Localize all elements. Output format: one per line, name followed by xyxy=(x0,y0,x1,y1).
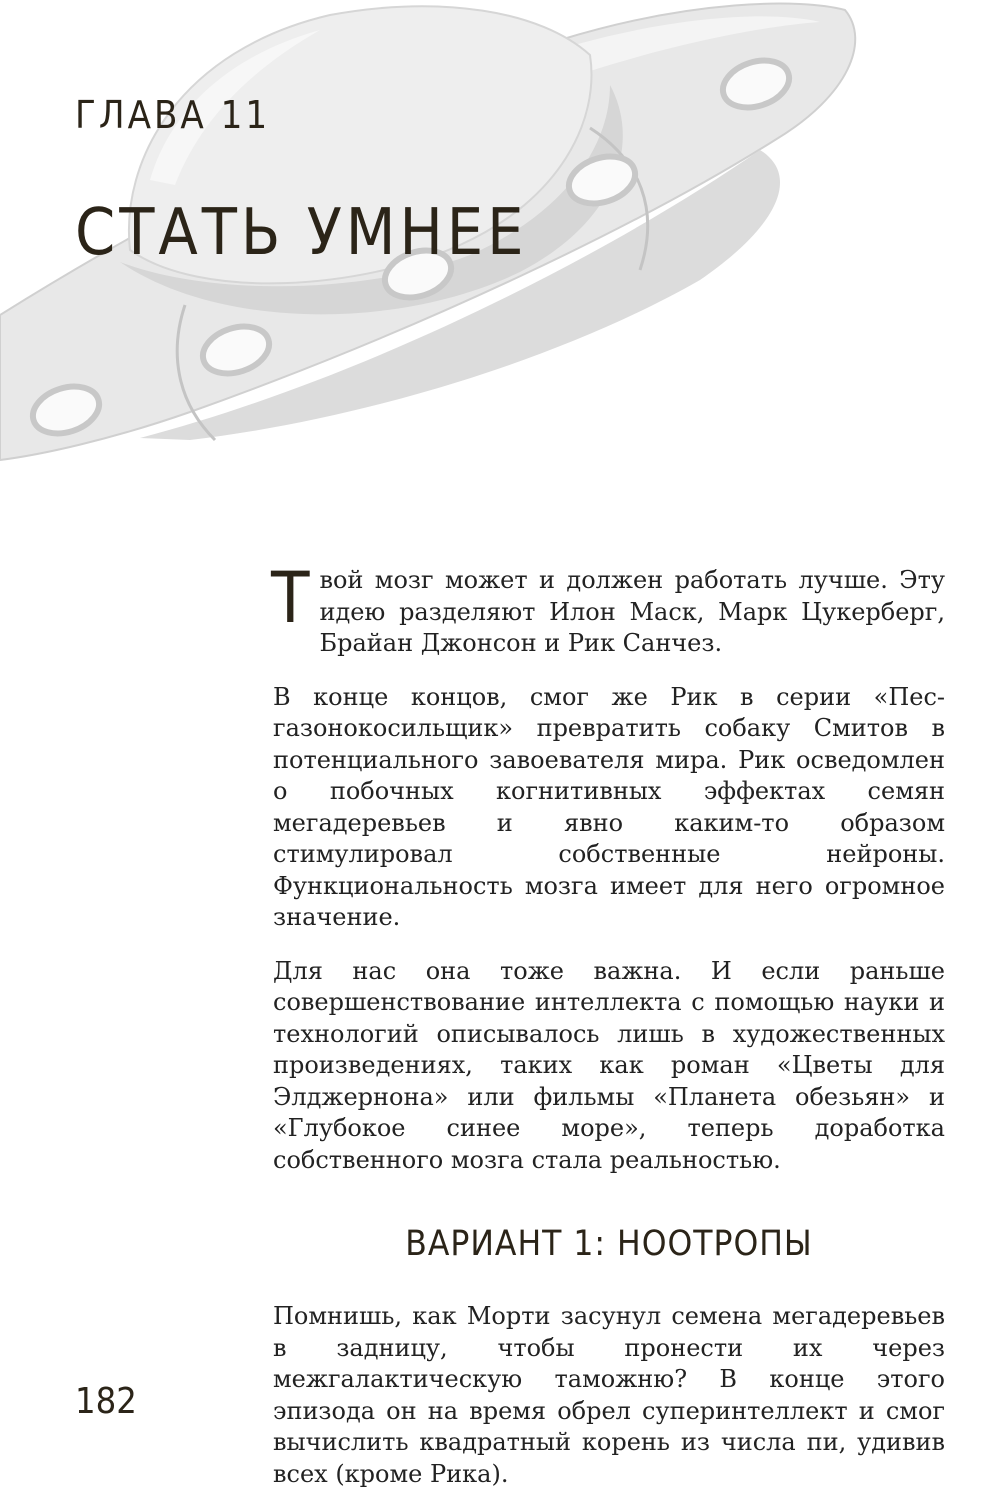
chapter-label: ГЛАВА 11 xyxy=(75,93,271,137)
section-heading: ВАРИАНТ 1: НООТРОПЫ xyxy=(405,1224,813,1264)
section-paragraph: Помнишь, как Морти засунул семена мегадеревьев в задницу, чтобы пронести их через межгалактическую таможню? В конце этого эпизода он на время обрел суперинтеллект и смог вычислить квадратный корень из числа пи, удивив всех (кроме Рика). xyxy=(273,1302,945,1488)
paragraph-intro-text: вой мозг может и должен работать лучше. Эту идею разделяют Илон Маск, Марк Цукерберг, Брайан Джонсон и Рик Санчез. xyxy=(319,566,945,657)
page-number: 182 xyxy=(75,1381,137,1422)
paragraph-intro xyxy=(271,557,945,660)
paragraph-2: В конце концов, смог же Рик в серии «Пес-газонокосильщик» превратить собаку Смитов в потенциального завоевателя мира. Рик осведомлен о побочных когнитивных эффектах семян мегадеревьев и явно каким-то образом стимулировал собственные нейроны. Функциональность мозга имеет для него огромное значение. xyxy=(273,682,945,931)
body-text xyxy=(271,557,945,1512)
chapter-title: СТАТЬ УМНЕЕ xyxy=(75,196,528,270)
paragraph-3: Для нас она тоже важна. И если раньше совершенствование интеллекта с помощью науки и технологий описывалось лишь в художественных произведениях, таких как роман «Цветы для Элджернона» или фильмы «Планета обезьян» и «Глубокое синее море», теперь доработка собственного мозга стала реальностью. xyxy=(273,956,945,1174)
drop-cap: Т xyxy=(271,557,310,639)
